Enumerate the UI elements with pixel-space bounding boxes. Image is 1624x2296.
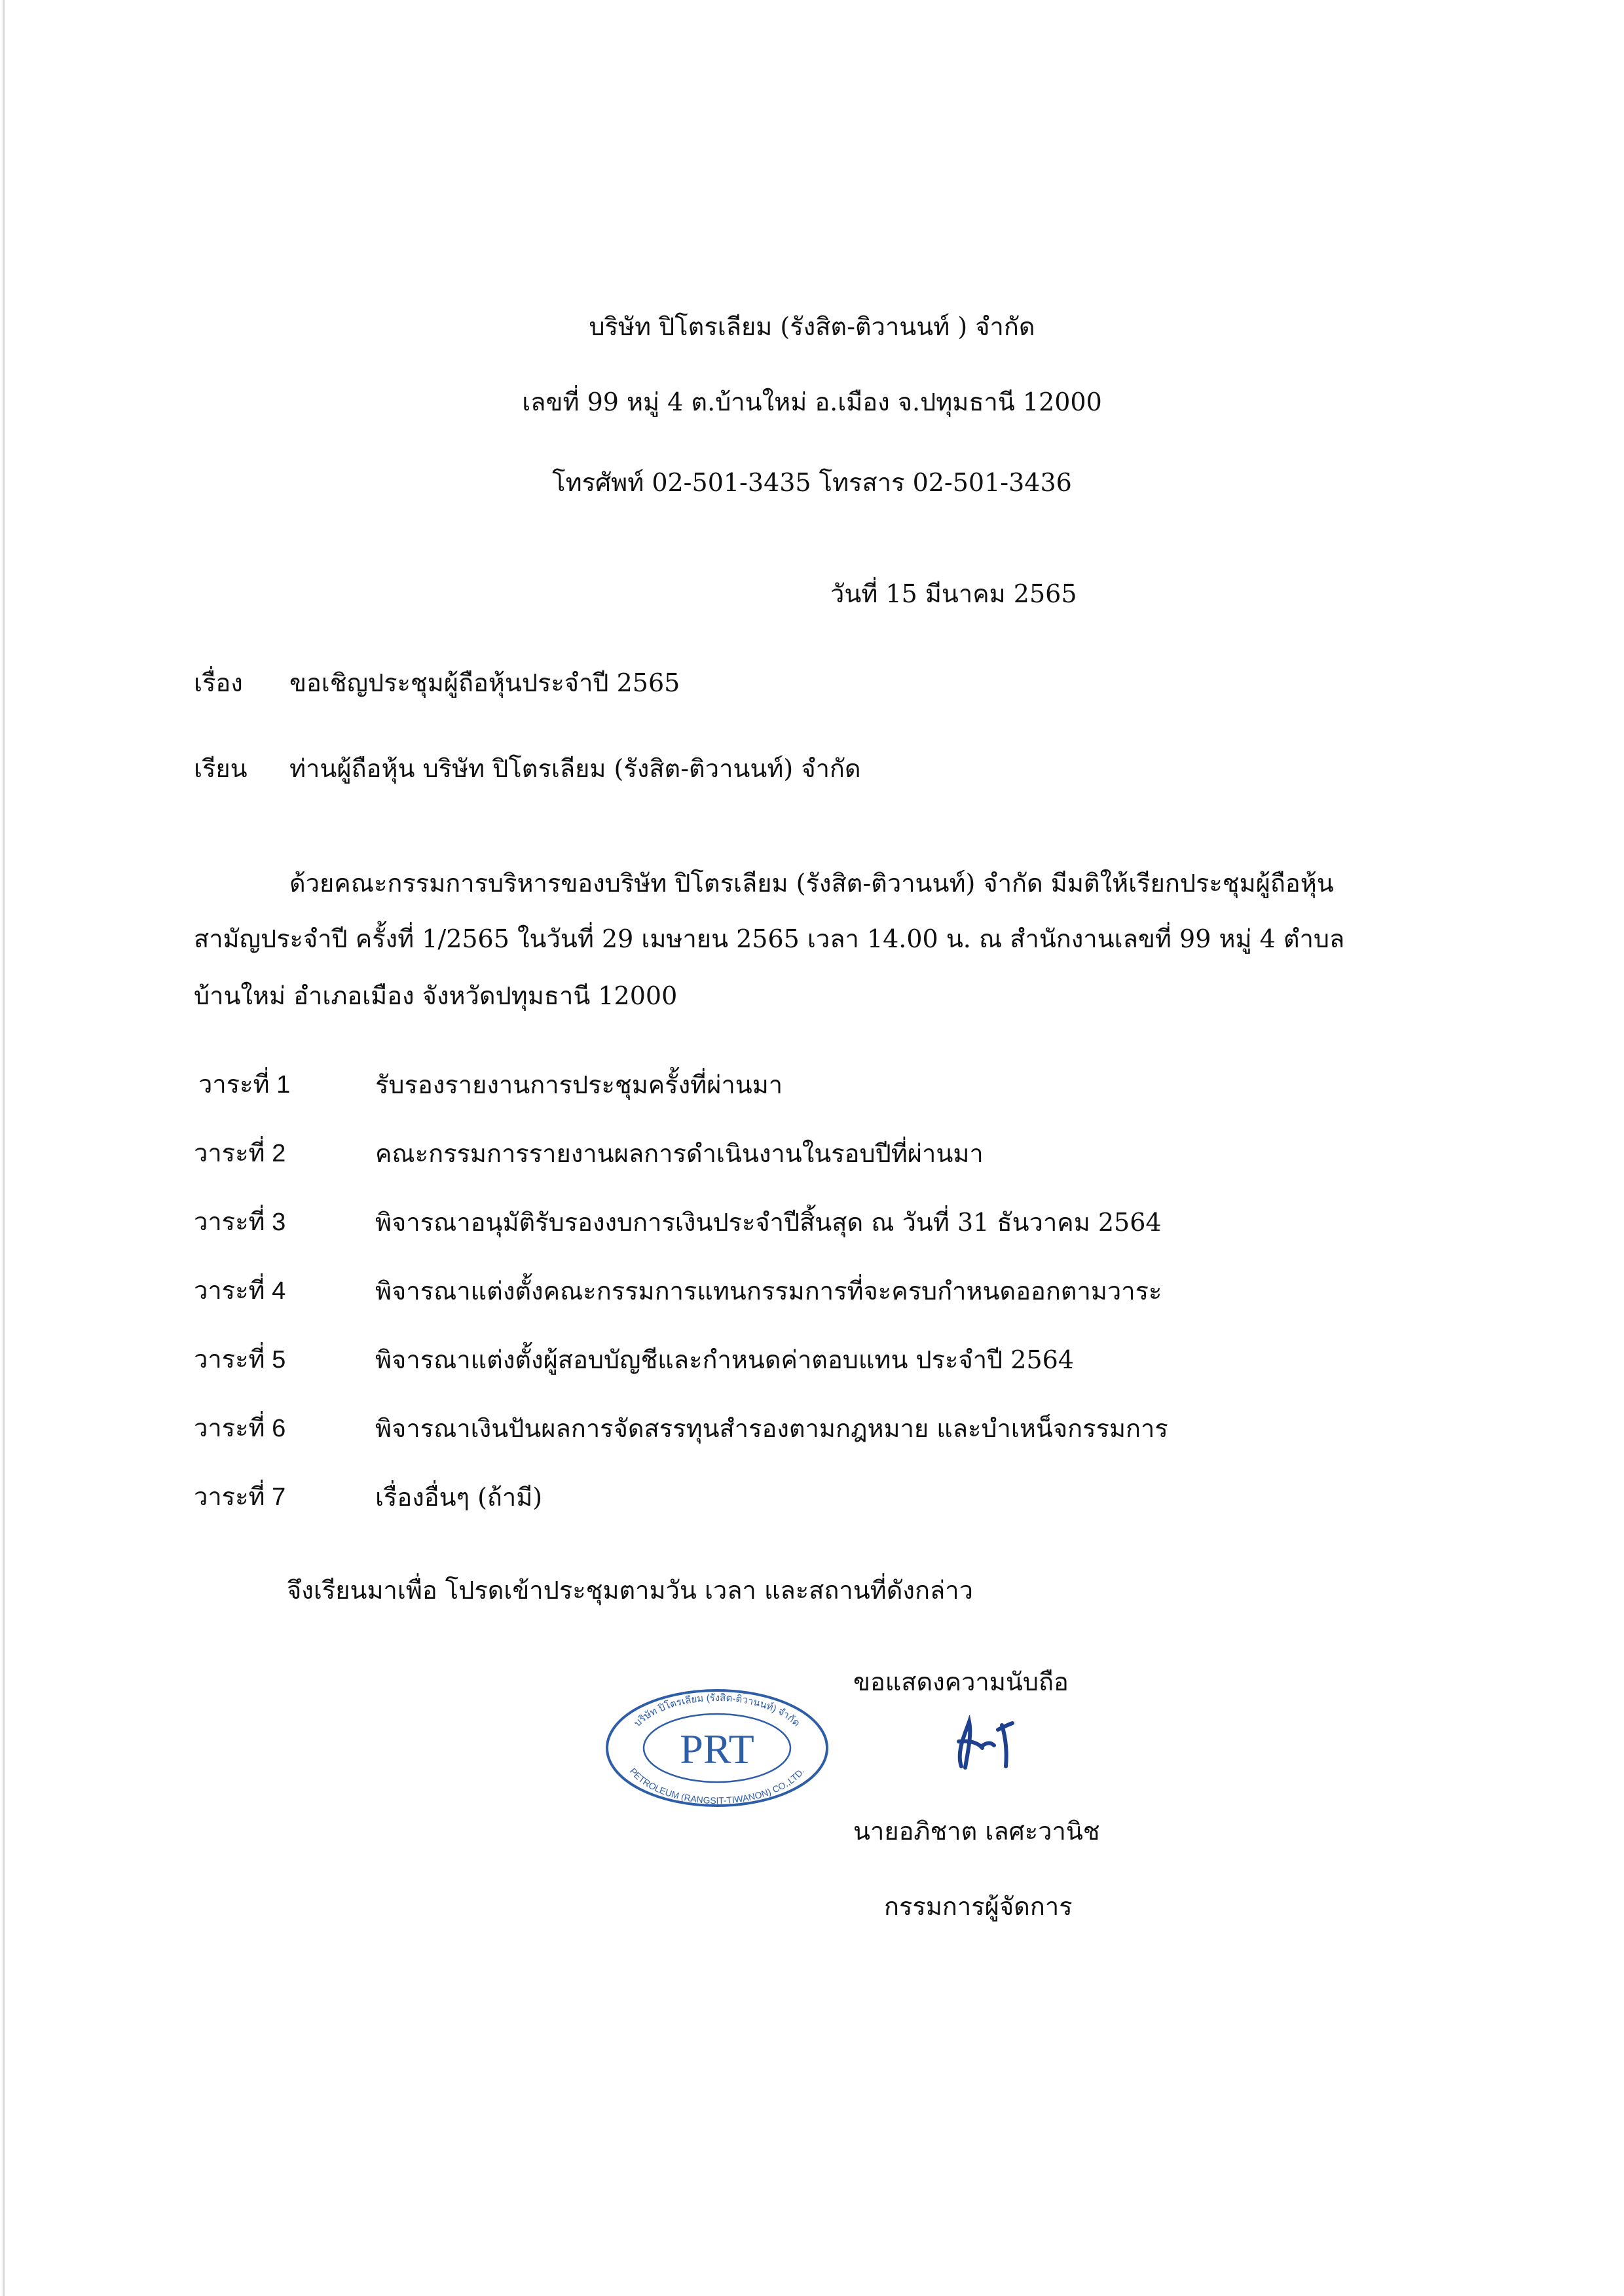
seal-bottom-text: PETROLEUM (RANGSIT-TIWANON) CO.,LTD. <box>627 1766 807 1806</box>
company-name: บริษัท ปิโตรเลียม (รังสิต-ติวานนท์ ) จำกัด <box>589 312 1035 341</box>
agenda-text-3: พิจารณาอนุมัติรับรองงบการเงินประจำปีสิ้นสุด ณ วันที่ 31 ธันวาคม 2564 <box>375 1208 1162 1237</box>
signer-position: กรรมการผู้จัดการ <box>884 1892 1073 1921</box>
agenda-text-7: เรื่องอื่นๆ (ถ้ามี) <box>375 1483 543 1512</box>
regards-text: ขอแสดงความนับถือ <box>853 1667 1069 1696</box>
subject-label: เรื่อง <box>194 668 243 697</box>
agenda-label-4: วาระที่ 4 <box>194 1277 286 1305</box>
agenda-label-5: วาระที่ 5 <box>194 1346 286 1374</box>
company-address: เลขที่ 99 หมู่ 4 ต.บ้านใหม่ อ.เมือง จ.ปทุมธานี 12000 <box>522 388 1102 416</box>
signature-mark <box>950 1715 1022 1777</box>
body-line-2: สามัญประจำปี ครั้งที่ 1/2565 ในวันที่ 29 เมษายน 2565 เวลา 14.00 น. ณ สำนักงานเลขที่ 99 หมู่ 4 ตำบล <box>194 924 1345 953</box>
agenda-text-5: พิจารณาแต่งตั้งผู้สอบบัญชีและกำหนดค่าตอบแทน ประจำปี 2564 <box>375 1345 1074 1374</box>
agenda-label-2: วาระที่ 2 <box>194 1140 286 1167</box>
seal-top-text: บริษัท ปิโตรเลียม (รังสิต-ติวานนท์) จำกัด <box>632 1692 802 1729</box>
subject-text: ขอเชิญประชุมผู้ถือหุ้นประจำปี 2565 <box>289 668 680 697</box>
body-line-1: ด้วยคณะกรรมการบริหารของบริษัท ปิโตรเลียม (รังสิต-ติวานนท์) จำกัด มีมติให้เรียกประชุมผู้ถือหุ้น <box>289 869 1334 898</box>
closing-text: จึงเรียนมาเพื่อ โปรดเข้าประชุมตามวัน เวลา และสถานที่ดังกล่าว <box>287 1576 973 1605</box>
signature-stroke-1 <box>959 1722 994 1768</box>
recipient-text: ท่านผู้ถือหุ้น บริษัท ปิโตรเลียม (รังสิต-ติวานนท์) จำกัด <box>289 754 861 783</box>
agenda-label-1: วาระที่ 1 <box>198 1071 291 1099</box>
signature-stroke-2 <box>998 1723 1012 1766</box>
agenda-label-3: วาระที่ 3 <box>194 1209 286 1236</box>
company-seal <box>602 1686 832 1810</box>
agenda-text-2: คณะกรรมการรายงานผลการดำเนินงานในรอบปีที่ผ่านมา <box>375 1139 984 1168</box>
agenda-label-6: วาระที่ 6 <box>194 1415 286 1442</box>
company-contact: โทรศัพท์ 02-501-3435 โทรสาร 02-501-3436 <box>552 468 1072 497</box>
recipient-label: เรียน <box>194 754 248 783</box>
signer-name: นายอภิชาต เลศะวานิช <box>853 1817 1100 1846</box>
scan-edge <box>3 0 5 2296</box>
letter-date: วันที่ 15 มีนาคม 2565 <box>830 579 1077 608</box>
agenda-text-4: พิจารณาแต่งตั้งคณะกรรมการแทนกรรมการที่จะครบกำหนดออกตามวาระ <box>375 1277 1162 1305</box>
seal-initials: PRT <box>680 1726 754 1772</box>
agenda-text-6: พิจารณาเงินปันผลการจัดสรรทุนสำรองตามกฎหมาย และบำเหน็จกรรมการ <box>375 1414 1168 1443</box>
agenda-text-1: รับรองรายงานการประชุมครั้งที่ผ่านมา <box>375 1070 783 1099</box>
body-line-3: บ้านใหม่ อำเภอเมือง จังหวัดปทุมธานี 12000 <box>194 981 678 1010</box>
agenda-label-7: วาระที่ 7 <box>194 1484 286 1511</box>
